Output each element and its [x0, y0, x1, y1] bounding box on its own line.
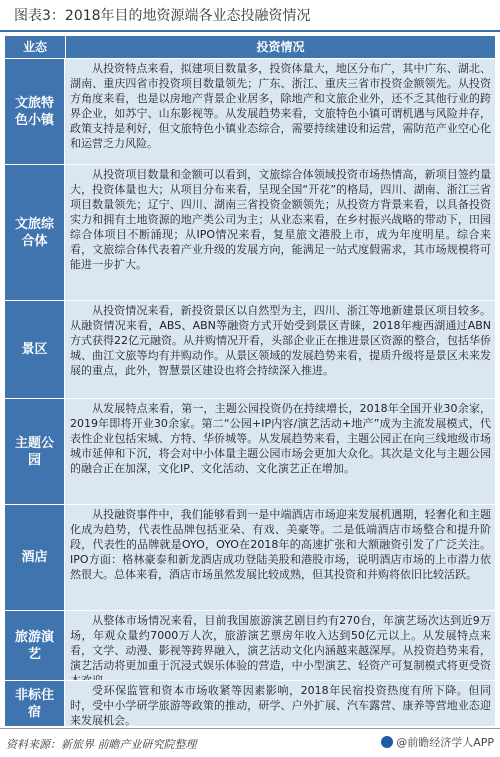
row-label: 文旅综合体 — [5, 165, 65, 300]
row-label: 非标住宿 — [5, 681, 65, 726]
row-label: 酒店 — [5, 505, 65, 610]
source-note: 资料来源：新旅界 前瞻产业研究院整理 — [6, 738, 197, 751]
row-label: 景区 — [5, 301, 65, 398]
header-investment: 投资情况 — [66, 36, 495, 58]
row-text: 受环保监管和资本市场收紧等因素影响，2018年民宿投资热度有所下降。但同时，受中小学研学旅游等政策的推动，研学、户外扩展、汽车露营、康养等营地业态迎来发展机会。 — [65, 681, 495, 726]
brand-attribution — [381, 734, 494, 750]
row-text: 从发展特点来看，第一，主题公园投资仍在持续增长，2018年全国开业30余家，2019年即将开业30余家。第二“公园+IP内容/演艺活动+地产”成为主流发展模式，代表性企业包括宋城、方特、华侨城等。从发展趋势来看，主题公园正在向三线地级市场城市延伸和下沉，将会对中小体量主题公园市场会更加大众化。其次是文化与主题公园的融合正在加深，文化IP、文化活动、文化演艺正在增加。 — [65, 399, 495, 504]
table-row — [5, 610, 495, 680]
figure-title: 图表3：2018年目的地资源端各业态投融资情况 — [14, 8, 311, 24]
row-text: 从整体市场情况来看，目前我国旅游演艺剧目约有270台，年演艺场次达到近9万场，年观众量约7000万人次，旅游演艺票房年收入达到50亿元以上。从发展特点来看，文学、动漫、影视等跨界融入，演艺活动文化内涵越来越深厚。从投资趋势来看，演艺活动将更加重于沉浸式娱乐体验的营造，中小型演艺、轻资产可复制模式将更受资 — [65, 611, 495, 680]
brand-logo-icon — [381, 736, 393, 748]
row-text: 从投融资事件中，我们能够看到一是中端酒店市场迎来发展机遇期，轻奢化和主题化成为趋势，代表性品牌包括亚朵、有戏、美豪等。二是低端酒店市场整合和提升阶段，代表性的品牌就是OYO，OYO在2018年的高速扩张和大额融资引发了广泛关注。IPO方面：格林豪泰和新龙酒店成功登陆美股和港股市场，说明酒店市场的上市潜力依然很大。总体来看，酒店市场虽然发展比较成熟，但其投资和并购将依旧比较活跃。 — [65, 505, 495, 610]
table-row — [5, 58, 495, 164]
row-text: 从投资情况来看，新投资景区以自然型为主，四川、浙江等地新建景区项目较多。从融资情况来看，ABS、ABN等融资方式开始受到景区青睐，2018年瘦西湖通过ABN方式获得22亿元融资。从并购情况开看，头部企业正在推进景区资源的整合，包括华侨城、曲江文旅等均有并购动作。从景区领域的发展趋势来看，提质升级将是景区未来发展的重点，此外，智慧景区建设也将会持续深入推进。 — [65, 301, 495, 398]
investment-table — [5, 36, 495, 726]
header-format: 业态 — [5, 36, 66, 58]
table-row — [5, 164, 495, 300]
brand-text: @前瞻经济学人APP — [396, 736, 494, 749]
table-row — [5, 680, 495, 726]
footer-divider — [0, 728, 500, 729]
title-divider — [0, 30, 500, 32]
row-label: 旅游演艺 — [5, 611, 65, 680]
row-text: 从投资项目数量和金额可以看到，文旅综合体领域投资市场热情高，新项目签约量大，投资体量也大；从项目分布来看，呈现全国“开花”的格局，四川、湖南、浙江三省项目数量领先；辽宁、四川、湖南三省投资金额领先；从投资方背景来看，以具备投资实力和拥有土地资源的地产类公司为主；从业态来看，在乡村振兴战略的带动下，田园综合体项目不断涌现；从IPO情况来看，复星旅文港股上市，成为年度明星。综合来看，文旅综合体代表着产业升级的发展方向，能满足一站式度假需求，其市场规模将可能进一步扩大。 — [65, 165, 495, 300]
table-row — [5, 398, 495, 504]
row-label: 文旅特色小镇 — [5, 59, 65, 164]
table-header — [5, 36, 495, 58]
table-row — [5, 504, 495, 610]
table-row — [5, 300, 495, 398]
row-text: 从投资特点来看，拟建项目数量多，投资体量大，地区分布广，其中广东、湖北、湖南、重庆四省市投资项目数量领先；广东、浙江、重庆三省市投资金额领先。从投资方角度来看，也是以房地产背景企业居多，除地产和文旅企业外，还不乏其他行业的跨界企业，如苏宁、山东影视等。从发展趋势来看，文旅特色小镇可谓机遇与风险并存，政策支持是利好，但文旅特色小镇业态综合，需要持续建设和运营，需防范产业空心化和运营乏力风险。 — [65, 59, 495, 164]
row-label: 主题公园 — [5, 399, 65, 504]
